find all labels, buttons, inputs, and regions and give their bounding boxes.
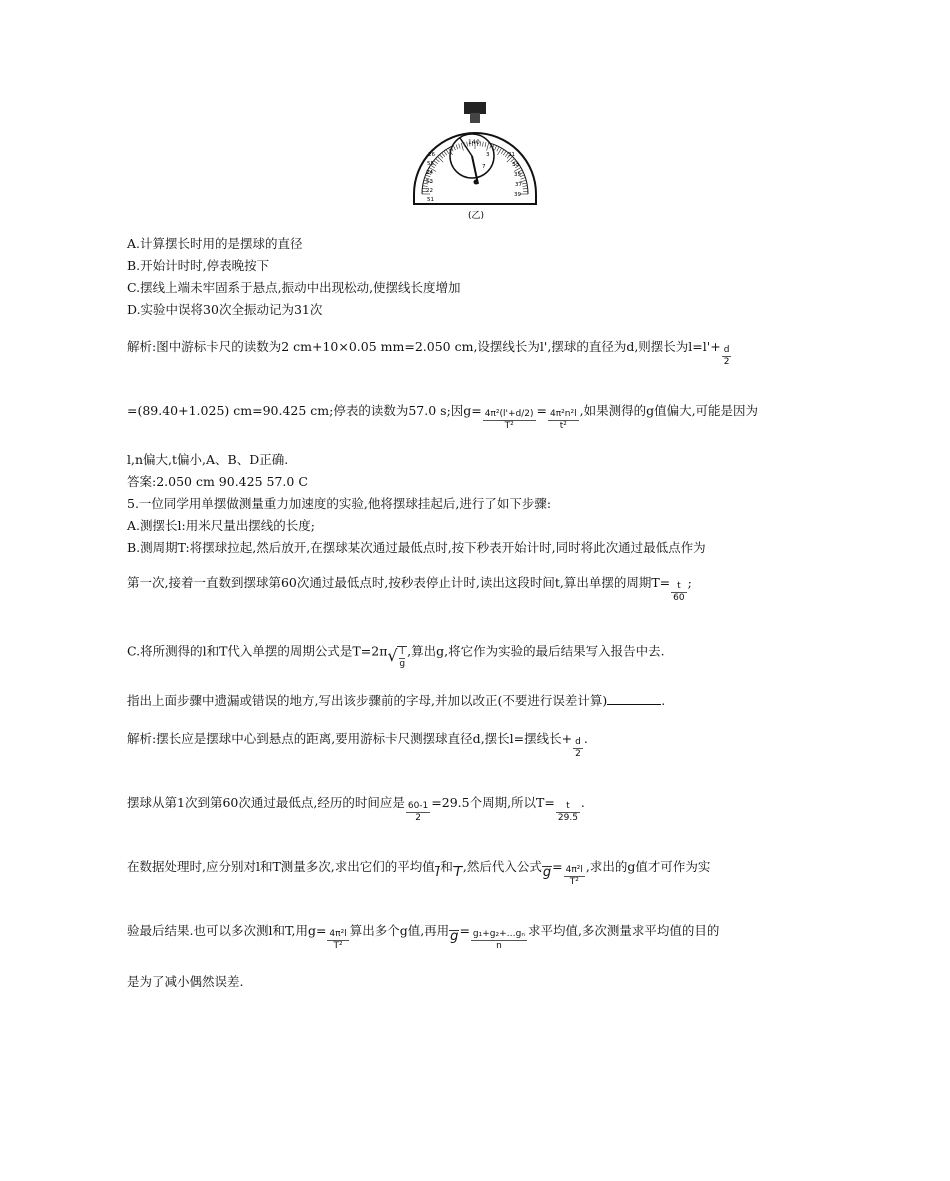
option-b: B.开始计时时,停表晚按下 <box>127 258 270 273</box>
dial-label-9: 33 <box>512 162 519 168</box>
q5-ask <box>127 692 665 709</box>
radical-sign: √ <box>387 646 398 665</box>
fraction-denominator: T² <box>333 941 343 951</box>
sqrt-denominator: g <box>399 659 406 669</box>
analysis2-para4-text-b: 算出多个g值,再用 <box>349 923 450 938</box>
dial-label-10: 35 <box>514 172 521 178</box>
fraction-g-formula-1 <box>483 409 536 432</box>
analysis2-para3-text-c: ,求出的g值才可作为实 <box>585 859 711 874</box>
fraction-t-over-60 <box>671 581 686 604</box>
dial-label-2: 26 <box>428 152 435 158</box>
analysis2-para1-text: 解析:摆长应是摆球中心到悬点的距离,要用游标卡尺测摆球直径d,摆长l=摆线长+ <box>127 731 573 746</box>
analysis2-para3-text-a: 在数据处理时,应分别对l和T测量多次,求出它们的平均值 <box>127 859 435 874</box>
stopwatch-stem <box>470 113 480 123</box>
fraction-numerator: g₁+g₂+…gₙ <box>472 929 525 939</box>
mean-g-symbol: g <box>450 929 459 944</box>
fraction-t-over-29-5 <box>556 801 580 824</box>
dial-label-12: 39 <box>514 192 521 198</box>
fraction-numerator: 4π²(l'+d/2) <box>484 409 534 419</box>
fraction-denominator: t² <box>559 421 567 431</box>
dial-label-3: 55 <box>427 161 434 167</box>
fraction-numerator: 4π²n²l <box>550 409 577 419</box>
q5-step-b-line2-text: 第一次,接着一直数到摆球第60次通过最低点时,按秒表停止计时,读出这段时间t,算出单摆的周期T= <box>127 575 671 590</box>
dial-label-13: 3 <box>486 152 490 158</box>
analysis1-line1 <box>127 336 732 367</box>
fraction-denominator: 2 <box>415 813 421 823</box>
analysis2-para5: 是为了减小偶然误差. <box>127 974 244 989</box>
analysis2-para3-text-b: ,然后代入公式 <box>462 859 542 874</box>
analysis2-para4-text-a: 验最后结果.也可以多次测l和T,用g= <box>127 923 327 938</box>
fraction-denominator: T² <box>569 877 579 887</box>
fraction-d-over-2 <box>573 737 583 760</box>
sqrt-content <box>397 646 407 670</box>
q5-step-a: A.测摆长l:用米尺量出摆线的长度; <box>127 518 315 533</box>
fraction-numerator: d <box>722 345 732 357</box>
option-a: A.计算摆长时用的是摆球的直径 <box>127 236 303 251</box>
fraction-g-formula-2 <box>548 409 579 432</box>
fraction-numerator: t <box>556 801 580 813</box>
analysis2-para3-and: 和 <box>440 859 453 874</box>
fraction-numerator: 60-1 <box>407 801 429 811</box>
fraction-denominator: 2 <box>575 749 581 759</box>
stopwatch-pivot <box>474 180 479 185</box>
dial-label-1: 0 <box>476 139 480 146</box>
analysis2-para2-end: . <box>580 795 585 810</box>
mean-g-symbol: g <box>542 865 552 880</box>
equals-sign: = <box>459 923 470 938</box>
dial-label-8: 31 <box>508 152 515 158</box>
q5-step-c-text-b: ,算出g,将它作为实验的最后结果写入报告中去. <box>407 643 665 659</box>
q5-ask-text: 指出上面步骤中遗漏或错误的地方,写出该步骤前的字母,并加以改正(不要进行误差计算) <box>127 693 608 708</box>
dial-label-14: 7 <box>482 164 486 170</box>
sqrt-numerator: l <box>401 647 404 657</box>
analysis2-para2 <box>127 792 585 823</box>
mean-l-symbol: l <box>435 865 440 880</box>
equals-sign: = <box>536 403 548 418</box>
dial-label-0: 14 <box>468 139 476 146</box>
dial-label-11: 37 <box>515 182 522 188</box>
analysis1-line2-text-b: ,如果测得的g值偏大,可能是因为 <box>579 403 759 418</box>
q5-step-c <box>127 640 665 669</box>
analysis2-para4-text-c: 求平均值,多次测量求平均值的目的 <box>527 923 720 938</box>
mean-T-symbol: T <box>453 865 462 880</box>
stopwatch-figure <box>408 98 542 222</box>
analysis2-para2-text-b: =29.5个周期,所以T= <box>431 795 555 810</box>
fraction-denominator: n <box>496 941 502 951</box>
fraction-denominator: 29.5 <box>557 813 578 823</box>
sqrt-l-over-g <box>387 646 407 670</box>
dial-label-4: 24 <box>426 170 433 176</box>
fraction-denominator: 60 <box>673 593 685 603</box>
answer-line: 答案:2.050 cm 90.425 57.0 C <box>127 474 308 489</box>
figure-caption: (乙) <box>468 211 485 221</box>
analysis2-para1 <box>127 728 588 759</box>
dial-label-5: 53 <box>426 179 433 185</box>
q5-ask-end: . <box>661 693 666 708</box>
analysis2-para3 <box>127 856 711 887</box>
analysis1-line2 <box>127 400 759 431</box>
analysis2-para1-end: . <box>583 731 588 746</box>
stopwatch-crown <box>464 102 486 114</box>
analysis2-para2-text-a: 摆球从第1次到第60次通过最低点,经历的时间应是 <box>127 795 405 810</box>
fraction-mean-g-formula <box>564 865 585 888</box>
analysis1-line3: l,n偏大,t偏小,A、B、D正确. <box>127 452 289 467</box>
fraction-g-formula <box>327 929 348 952</box>
analysis1-line2-text-a: =(89.40+1.025) cm=90.425 cm;停表的读数为57.0 s;因g= <box>127 403 482 418</box>
fraction-numerator: t <box>671 581 686 593</box>
analysis1-line1-text: 解析:图中游标卡尺的读数为2 cm+10×0.05 mm=2.050 cm,设摆线长为l',摆球的直径为d,则摆长为l=l'+ <box>127 339 721 354</box>
q5-step-b-line2-end: ; <box>687 575 692 590</box>
fraction-denominator: T² <box>504 421 514 431</box>
q5-step-b-line2 <box>127 572 692 603</box>
fraction-average-g <box>471 929 527 952</box>
q5-stem: 5.一位同学用单摆做测量重力加速度的实验,他将摆球挂起后,进行了如下步骤: <box>127 496 552 511</box>
analysis2-para4 <box>127 920 720 951</box>
dial-label-6: 22 <box>426 188 433 194</box>
q5-step-b-line1: B.测周期T:将摆球拉起,然后放开,在摆球某次通过最低点时,按下秒表开始计时,同时将此次通过最低点作为 <box>127 540 706 555</box>
fraction-60-minus-1-over-2 <box>406 801 430 824</box>
answer-blank[interactable] <box>607 692 661 705</box>
fraction-numerator: d <box>573 737 583 749</box>
fraction-denominator: 2 <box>723 357 730 367</box>
fraction-d-over-2 <box>722 345 732 368</box>
option-d: D.实验中误将30次全振动记为31次 <box>127 302 323 317</box>
q5-step-c-text-a: C.将所测得的l和T代入单摆的周期公式是T=2π <box>127 643 388 659</box>
fraction-numerator: 4π²l <box>329 929 347 939</box>
dial-label-7: 51 <box>427 197 434 203</box>
fraction-numerator: 4π²l <box>565 865 583 875</box>
option-c: C.摆线上端未牢固系于悬点,振动中出现松动,使摆线长度增加 <box>127 280 461 295</box>
equals-sign: = <box>552 859 563 874</box>
